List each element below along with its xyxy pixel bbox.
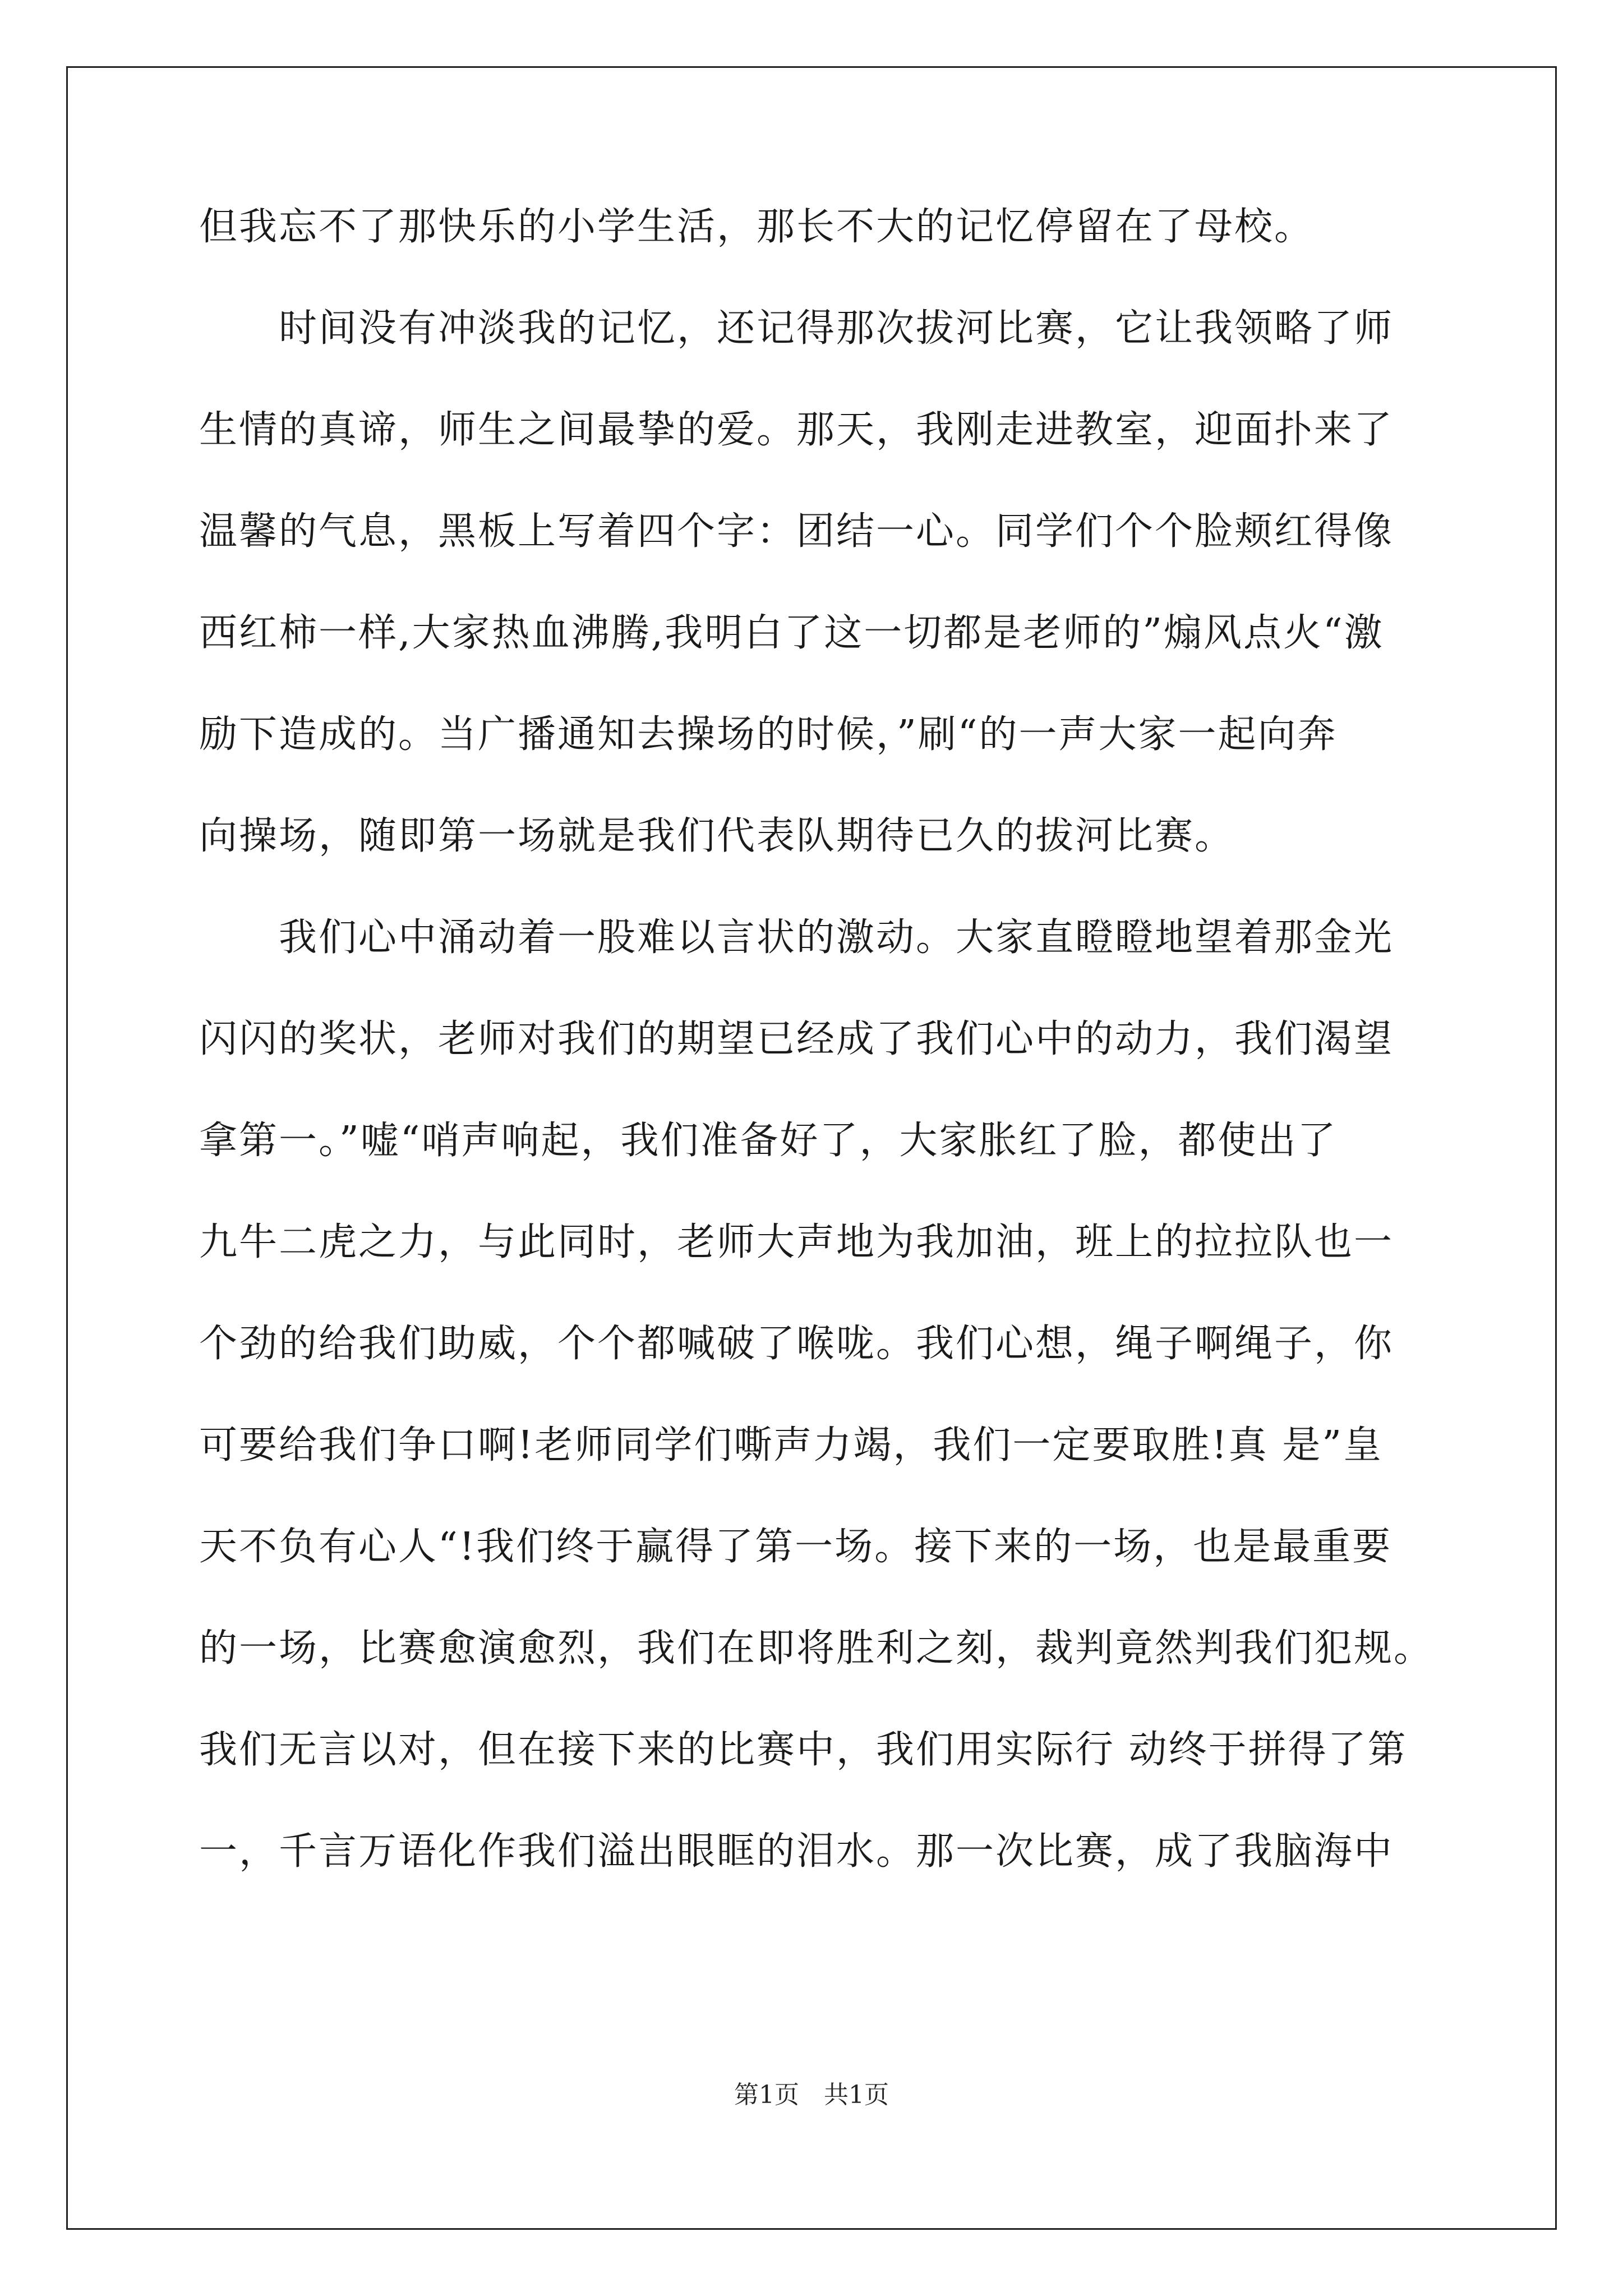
text-line: 励下造成的。当广播通知去操场的时候，”刷“的一声大家一起向奔 (199, 712, 1338, 757)
text-line: 但我忘不了那快乐的小学生活，那长不大的记忆停留在了母校。 (199, 205, 1315, 249)
text-line: 向操场，随即第一场就是我们代表队期待已久的拔河比赛。 (199, 814, 1235, 858)
text-line: 闪闪的奖状，老师对我们的期望已经成了我们心中的动力，我们渴望 (199, 1017, 1394, 1061)
text-line: 个劲的给我们助威，个个都喊破了喉咙。我们心想，绳子啊绳子，你 (199, 1322, 1394, 1366)
text-line: 一，千言万语化作我们溢出眼眶的泪水。那一次比赛，成了我脑海中 (199, 1829, 1394, 1874)
text-line: 生情的真谛，师生之间最挚的爱。那天，我刚走进教室，迎面扑来了 (199, 408, 1394, 452)
text-line: 九牛二虎之力，与此同时，老师大声地为我加油，班上的拉拉队也一 (199, 1220, 1394, 1264)
text-line: 温馨的气息，黑板上写着四个字：团结一心。同学们个个脸颊红得像 (199, 509, 1394, 554)
text-line: 天不负有心人“!我们终于赢得了第一场。接下来的一场，也是最重要 (199, 1525, 1393, 1569)
page-footer: 第1页 共1页 (734, 2081, 889, 2109)
text-line: 西红柿一样,大家热血沸腾,我明白了这一切都是老师的”煽风点火“激 (199, 611, 1384, 655)
text-line: 拿第一。”嘘“哨声响起，我们准备好了，大家胀红了脸，都使出了 (199, 1119, 1338, 1163)
text-line: 时间没有冲淡我的记忆，还记得那次拔河比赛，它让我领略了师 (199, 306, 1394, 351)
text-line: 可要给我们争口啊!老师同学们嘶声力竭，我们一定要取胜!真 是”皇 (199, 1423, 1384, 1467)
text-line: 我们无言以对，但在接下来的比赛中，我们用实际行 动终于拼得了第 (199, 1728, 1408, 1772)
text-line: 的一场，比赛愈演愈烈，我们在即将胜利之刻，裁判竟然判我们犯规。 (199, 1626, 1434, 1671)
text-line: 我们心中涌动着一股难以言状的激动。大家直瞪瞪地望着那金光 (199, 915, 1394, 960)
